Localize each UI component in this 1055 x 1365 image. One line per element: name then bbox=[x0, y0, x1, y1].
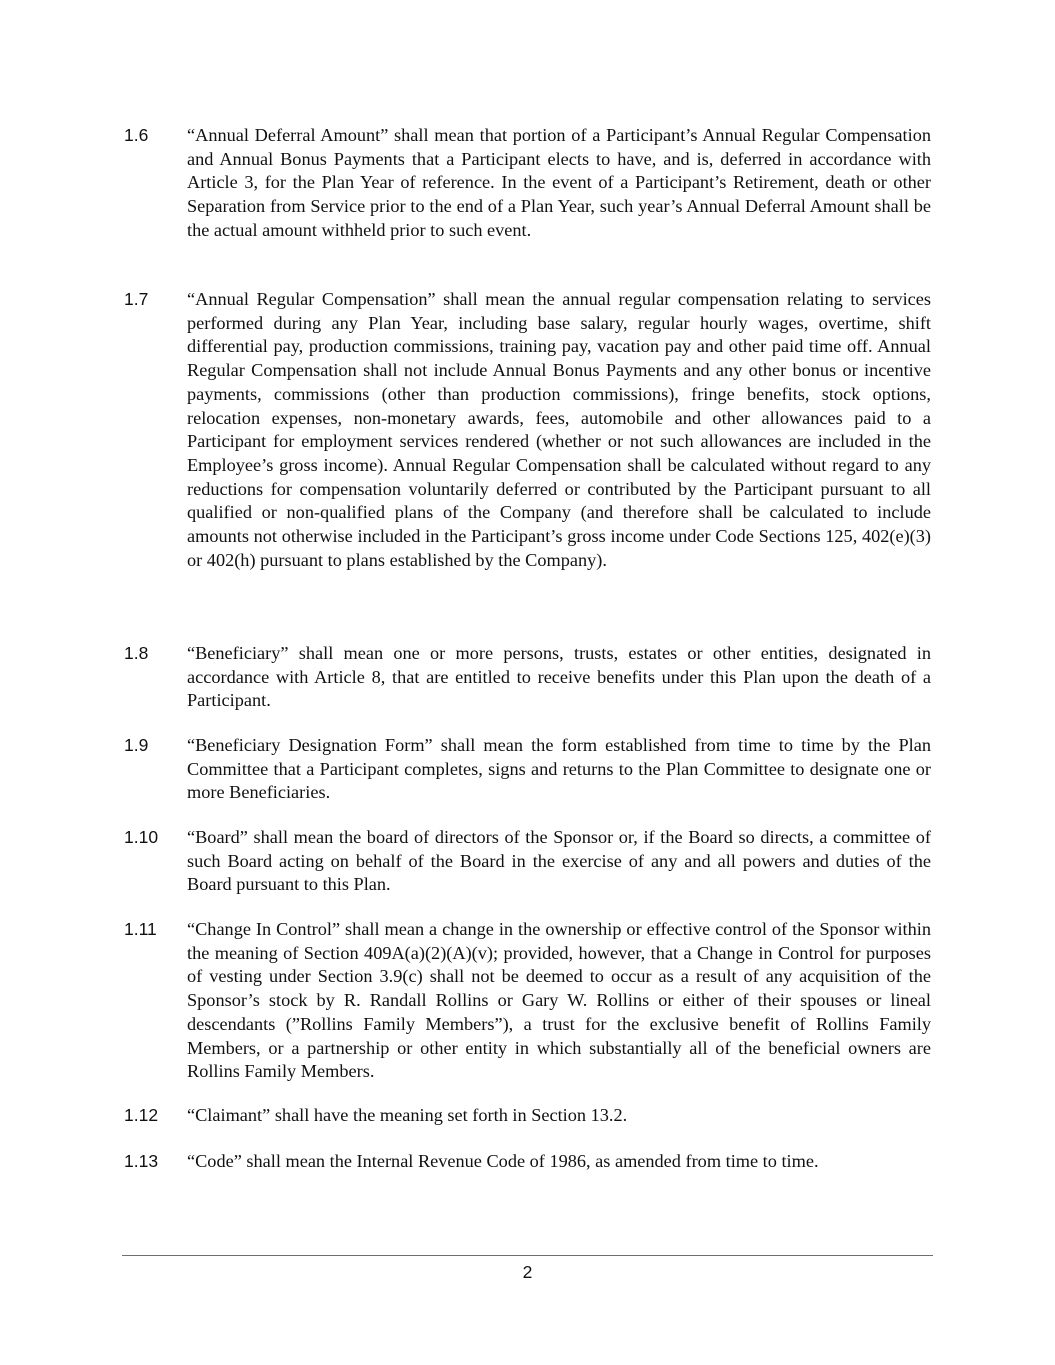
section-text: “Change In Control” shall mean a change in the ownership or effective control of the Sponsor within the meaning of Section 409A(a)(2)(A)(v); provided, however, that a Change in Control for purposes of vesting under Section 3.9(c) shall not be deemed to occur as a result of any acquisition of the Sponsor’s stock by R. Randall Rollins or Gary W. Rollins or either of their spouses or lineal descendants (”Rollins Family Members”), a trust for the exclusive benefit of Rollins Family Members, or a partnership or other entity in which substantially all of the beneficial owners are Rollins Family Members. bbox=[187, 919, 931, 1082]
section-number: 1.11 bbox=[124, 919, 157, 939]
section-text: “Code” shall mean the Internal Revenue Code of 1986, as amended from time to time. bbox=[187, 1151, 819, 1171]
section-text: “Annual Deferral Amount” shall mean that portion of a Participant’s Annual Regular Compensation and Annual Bonus Payments that a Participant elects to have, and is, deferred in accordance with Article 3, for the Plan Year of reference. In the event of a Participant’s Retirement, death or other Separation from Service prior to the end of a Plan Year, such year’s Annual Deferral Amount shall be the actual amount withheld prior to such event. bbox=[187, 125, 931, 240]
section-number: 1.12 bbox=[124, 1105, 159, 1125]
section-number: 1.8 bbox=[124, 643, 149, 663]
section-text: “Board” shall mean the board of directors of the Sponsor or, if the Board so directs, a committee of such Board acting on behalf of the Board in the exercise of any and all powers and duties of the Board pursuant to this Plan. bbox=[187, 827, 931, 895]
section-number: 1.9 bbox=[124, 735, 149, 755]
section-text: “Annual Regular Compensation” shall mean the annual regular compensation relating to services performed during any Plan Year, including base salary, regular hourly wages, overtime, shift differential pay, production commissions, training pay, vacation pay and other paid time off. Annual Regular Compensation shall not include Annual Bonus Payments and any other bonus or incentive payments, commissions (other than production commissions), fringe benefits, stock options, relocation expenses, non-monetary awards, fees, automobile and other allowances paid to a Participant for employment services rendered (whether or not such allowances are included in the Employee’s gross income). Annual Regular Compensation shall be calculated without regard to any reductions for compensation voluntarily deferred or contributed by the Participant pursuant to all qualified or non-qualified plans of the Company (and therefore shall be calculated to include amounts not otherwise included in the Participant’s gross income under Code Sections 125, 402(e)(3) or 402(h) pursuant to plans established by the Company). bbox=[187, 289, 931, 570]
section-text: “Beneficiary” shall mean one or more persons, trusts, estates or other entities, designated in accordance with Article 8, that are entitled to receive benefits under this Plan upon the death of a Participant. bbox=[187, 643, 931, 711]
footer-divider bbox=[122, 1255, 933, 1256]
page-number: 2 bbox=[522, 1262, 533, 1282]
section-number: 1.6 bbox=[124, 125, 149, 145]
section-number: 1.7 bbox=[124, 289, 149, 309]
section-text: “Beneficiary Designation Form” shall mean the form established from time to time by the Plan Committee that a Participant completes, signs and returns to the Plan Committee to designate one or more Beneficiaries. bbox=[187, 735, 931, 803]
section-text: “Claimant” shall have the meaning set forth in Section 13.2. bbox=[187, 1105, 628, 1125]
section-number: 1.10 bbox=[124, 827, 159, 847]
section-number: 1.13 bbox=[124, 1151, 159, 1171]
